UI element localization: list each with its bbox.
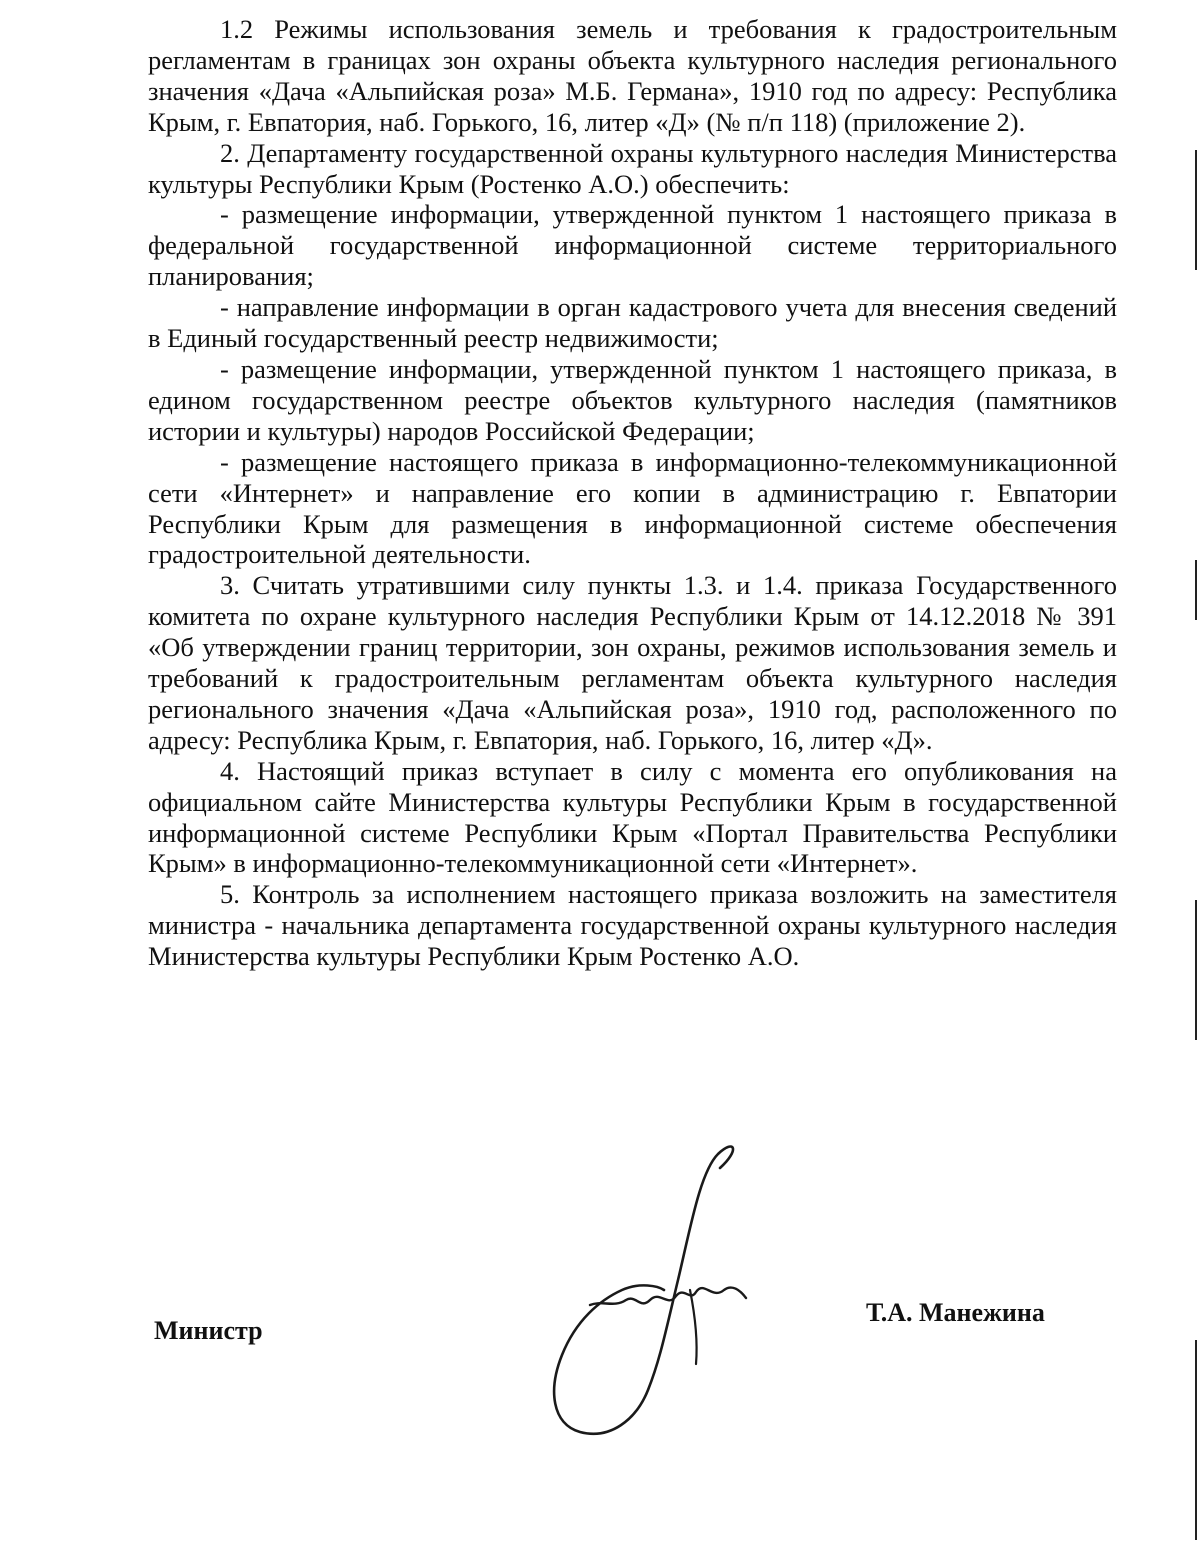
paragraph-4: 4. Настоящий приказ вступает в силу с момента его опубликования на официальном сайте Министерства культуры Республики Крым в государственной информационной системе Республики Крым «Портал Правительства Республики Крым» в информационно-телекоммуникационной сети «Интернет». [148, 755, 1117, 879]
paragraph-2-item-1: - размещение информации, утвержденной пунктом 1 настоящего приказа в федеральной государственной информационной системе территориального планирования; [148, 199, 1117, 292]
signatory-name: Т.А. Манежина [866, 1298, 1045, 1327]
signatory-title: Министр [154, 1316, 263, 1345]
paragraph-2: 2. Департаменту государственной охраны культурного наследия Министерства культуры Республики Крым (Ростенко А.О.) обеспечить: [148, 137, 1117, 199]
handwritten-signature [540, 1140, 780, 1460]
paragraph-3: 3. Считать утратившими силу пункты 1.3. и 1.4. приказа Государственного комитета по охране культурного наследия Республики Крым от 14.12.2018 № 391 «Об утверждении границ территории, зон охраны, режимов использования земель и требований к градостроительным регламентам объекта культурного наследия регионального значения «Дача «Альпийская роза», 1910 год, расположенного по адресу: Республика Крым, г. Евпатория, наб. Горького, 16, литер «Д». [148, 570, 1117, 755]
paragraph-2-item-2: - направление информации в орган кадастрового учета для внесения сведений в Единый государственный реестр недвижимости; [148, 292, 1117, 354]
document-body [148, 14, 1117, 972]
scan-edge-artifact [1195, 0, 1198, 1555]
paragraph-2-item-4: - размещение настоящего приказа в информационно-телекоммуникационной сети «Интернет» и направление его копии в администрацию г. Евпатории Республики Крым для размещения в информационной системе обеспечения градостроительной деятельности. [148, 446, 1117, 570]
paragraph-5: 5. Контроль за исполнением настоящего приказа возложить на заместителя министра - начальника департамента государственной охраны культурного наследия Министерства культуры Республики Крым Ростенко А.О. [148, 879, 1117, 972]
paragraph-1-2: 1.2 Режимы использования земель и требования к градостроительным регламентам в границах зон охраны объекта культурного наследия регионального значения «Дача «Альпийская роза» М.Б. Германа», 1910 год по адресу: Республика Крым, г. Евпатория, наб. Горького, 16, литер «Д» (№ п/п 118) (приложение 2). [148, 14, 1117, 137]
paragraph-2-item-3: - размещение информации, утвержденной пунктом 1 настоящего приказа, в едином государственном реестре объектов культурного наследия (памятников истории и культуры) народов Российской Федерации; [148, 353, 1117, 446]
